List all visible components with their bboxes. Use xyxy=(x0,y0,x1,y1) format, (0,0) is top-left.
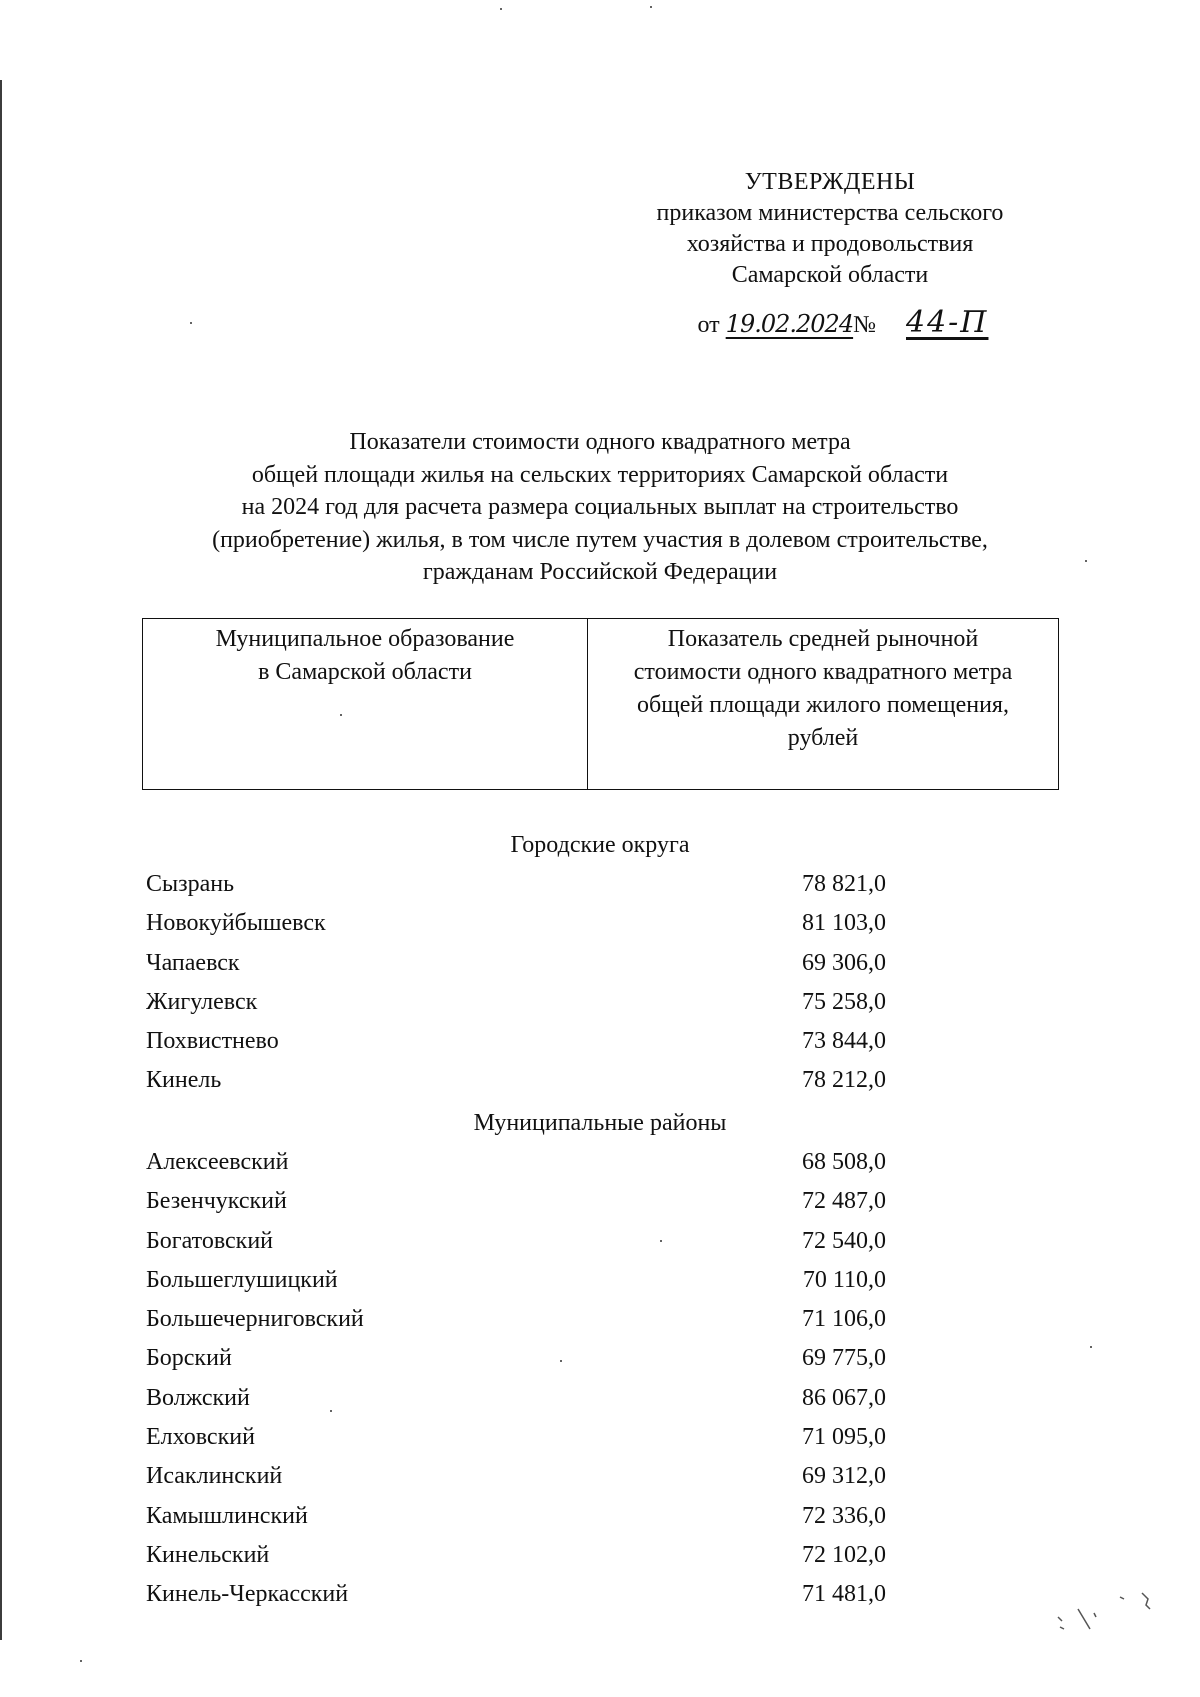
cost-value: 71 481,0 xyxy=(802,1581,886,1608)
list-item xyxy=(146,908,886,947)
cost-value: 72 336,0 xyxy=(802,1502,886,1529)
approval-line: Самарской области xyxy=(731,262,929,288)
handwritten-date: 19.02.2024 xyxy=(725,310,854,338)
municipality-name: Кинель xyxy=(146,1067,222,1094)
scan-edge-line xyxy=(0,80,2,1640)
date-prefix: от xyxy=(697,312,720,338)
list-item xyxy=(146,1304,886,1343)
scan-speck xyxy=(190,322,192,324)
handwritten-order-number: 44-П xyxy=(906,305,989,340)
municipality-name: Борский xyxy=(146,1345,232,1372)
municipality-name: Новокуйбышевск xyxy=(146,910,326,937)
municipality-name: Исаклинский xyxy=(146,1463,283,1490)
cost-value: 71 095,0 xyxy=(802,1424,886,1451)
cost-value: 70 110,0 xyxy=(802,1266,886,1293)
list-item xyxy=(146,1026,886,1065)
table-header xyxy=(142,618,1059,790)
column-header-cost xyxy=(588,619,1058,789)
list-item xyxy=(146,869,886,908)
municipality-name: Похвистнево xyxy=(146,1028,279,1055)
title-line: общей площади жилья на сельских территориях Самарской области xyxy=(251,461,949,488)
approval-line: хозяйства и продовольствия xyxy=(686,231,974,257)
scan-speck xyxy=(500,8,502,10)
header-text: общей площади жилого помещения, xyxy=(637,692,1009,718)
list-item xyxy=(146,1383,886,1422)
header-text: Муниципальное образование xyxy=(215,626,515,652)
title-line: Показатели стоимости одного квадратного метра xyxy=(349,429,851,455)
list-item xyxy=(146,948,886,987)
approval-block xyxy=(600,167,1060,341)
scan-speck xyxy=(1090,1346,1092,1348)
cost-value: 75 258,0 xyxy=(802,988,886,1015)
municipality-name: Кинель-Черкасский xyxy=(146,1581,349,1608)
list-item xyxy=(146,1422,886,1461)
cost-value: 72 540,0 xyxy=(802,1227,886,1254)
scan-speck xyxy=(340,714,342,716)
list-item xyxy=(146,1501,886,1540)
cost-value: 69 306,0 xyxy=(802,949,886,976)
header-text: рублей xyxy=(787,725,859,751)
number-prefix: № xyxy=(853,312,876,338)
list-item xyxy=(146,1540,886,1579)
scan-speck xyxy=(330,1410,332,1412)
cost-value: 86 067,0 xyxy=(802,1384,886,1411)
scan-speck xyxy=(650,6,652,8)
header-text: в Самарской области xyxy=(258,659,472,685)
municipality-name: Алексеевский xyxy=(146,1149,289,1175)
list-item xyxy=(146,987,886,1026)
column-header-municipality xyxy=(143,619,588,789)
municipality-name: Большечерниговский xyxy=(146,1306,364,1333)
list-item xyxy=(146,1579,886,1618)
cost-value: 72 102,0 xyxy=(802,1541,886,1568)
approval-heading: УТВЕРЖДЕНЫ xyxy=(744,169,916,195)
section-heading-city-districts: Городские округа xyxy=(510,832,690,858)
approval-line: приказом министерства сельского xyxy=(656,200,1004,226)
municipal-districts-list xyxy=(146,1147,886,1619)
list-item xyxy=(146,1186,886,1225)
city-districts-list xyxy=(146,869,886,1105)
municipality-name: Богатовский xyxy=(146,1227,274,1254)
scan-speck xyxy=(80,1660,82,1662)
municipality-name: Камышлинский xyxy=(146,1502,308,1529)
header-text: стоимости одного квадратного метра xyxy=(633,659,1013,685)
section-heading-municipal-districts: Муниципальные районы xyxy=(473,1110,727,1136)
cost-value: 69 775,0 xyxy=(802,1345,886,1372)
title-line: гражданам Российской Федерации xyxy=(422,559,778,585)
margin-scribble xyxy=(1050,1587,1160,1637)
cost-value: 71 106,0 xyxy=(802,1306,886,1333)
municipality-name: Волжский xyxy=(146,1384,250,1411)
municipality-name: Жигулевск xyxy=(146,988,258,1015)
scan-speck xyxy=(660,1240,662,1242)
municipality-name: Безенчукский xyxy=(146,1188,287,1215)
cost-value: 68 508,0 xyxy=(802,1149,886,1175)
municipality-name: Большеглушицкий xyxy=(146,1266,338,1293)
list-item xyxy=(146,1147,886,1186)
cost-value: 69 312,0 xyxy=(802,1463,886,1490)
list-item xyxy=(146,1265,886,1304)
list-item xyxy=(146,1461,886,1500)
scan-speck xyxy=(1085,560,1087,562)
cost-value: 73 844,0 xyxy=(802,1028,886,1055)
municipality-name: Чапаевск xyxy=(146,949,240,976)
cost-value: 81 103,0 xyxy=(802,910,886,937)
document-title xyxy=(130,426,1070,589)
approval-date-line xyxy=(600,307,1060,341)
municipality-name: Кинельский xyxy=(146,1541,270,1568)
list-item xyxy=(146,1226,886,1265)
cost-value: 78 821,0 xyxy=(802,871,886,897)
cost-value: 72 487,0 xyxy=(802,1188,886,1215)
list-item xyxy=(146,1343,886,1382)
title-line: на 2024 год для расчета размера социальных выплат на строительство xyxy=(241,494,959,520)
list-item xyxy=(146,1065,886,1104)
scan-speck xyxy=(560,1360,562,1362)
header-text: Показатель средней рыночной xyxy=(667,626,979,652)
municipality-name: Сызрань xyxy=(146,871,235,897)
municipality-name: Елховский xyxy=(146,1424,255,1451)
title-line: (приобретение) жилья, в том числе путем участия в долевом строительстве, xyxy=(212,526,988,553)
cost-value: 78 212,0 xyxy=(802,1067,886,1094)
